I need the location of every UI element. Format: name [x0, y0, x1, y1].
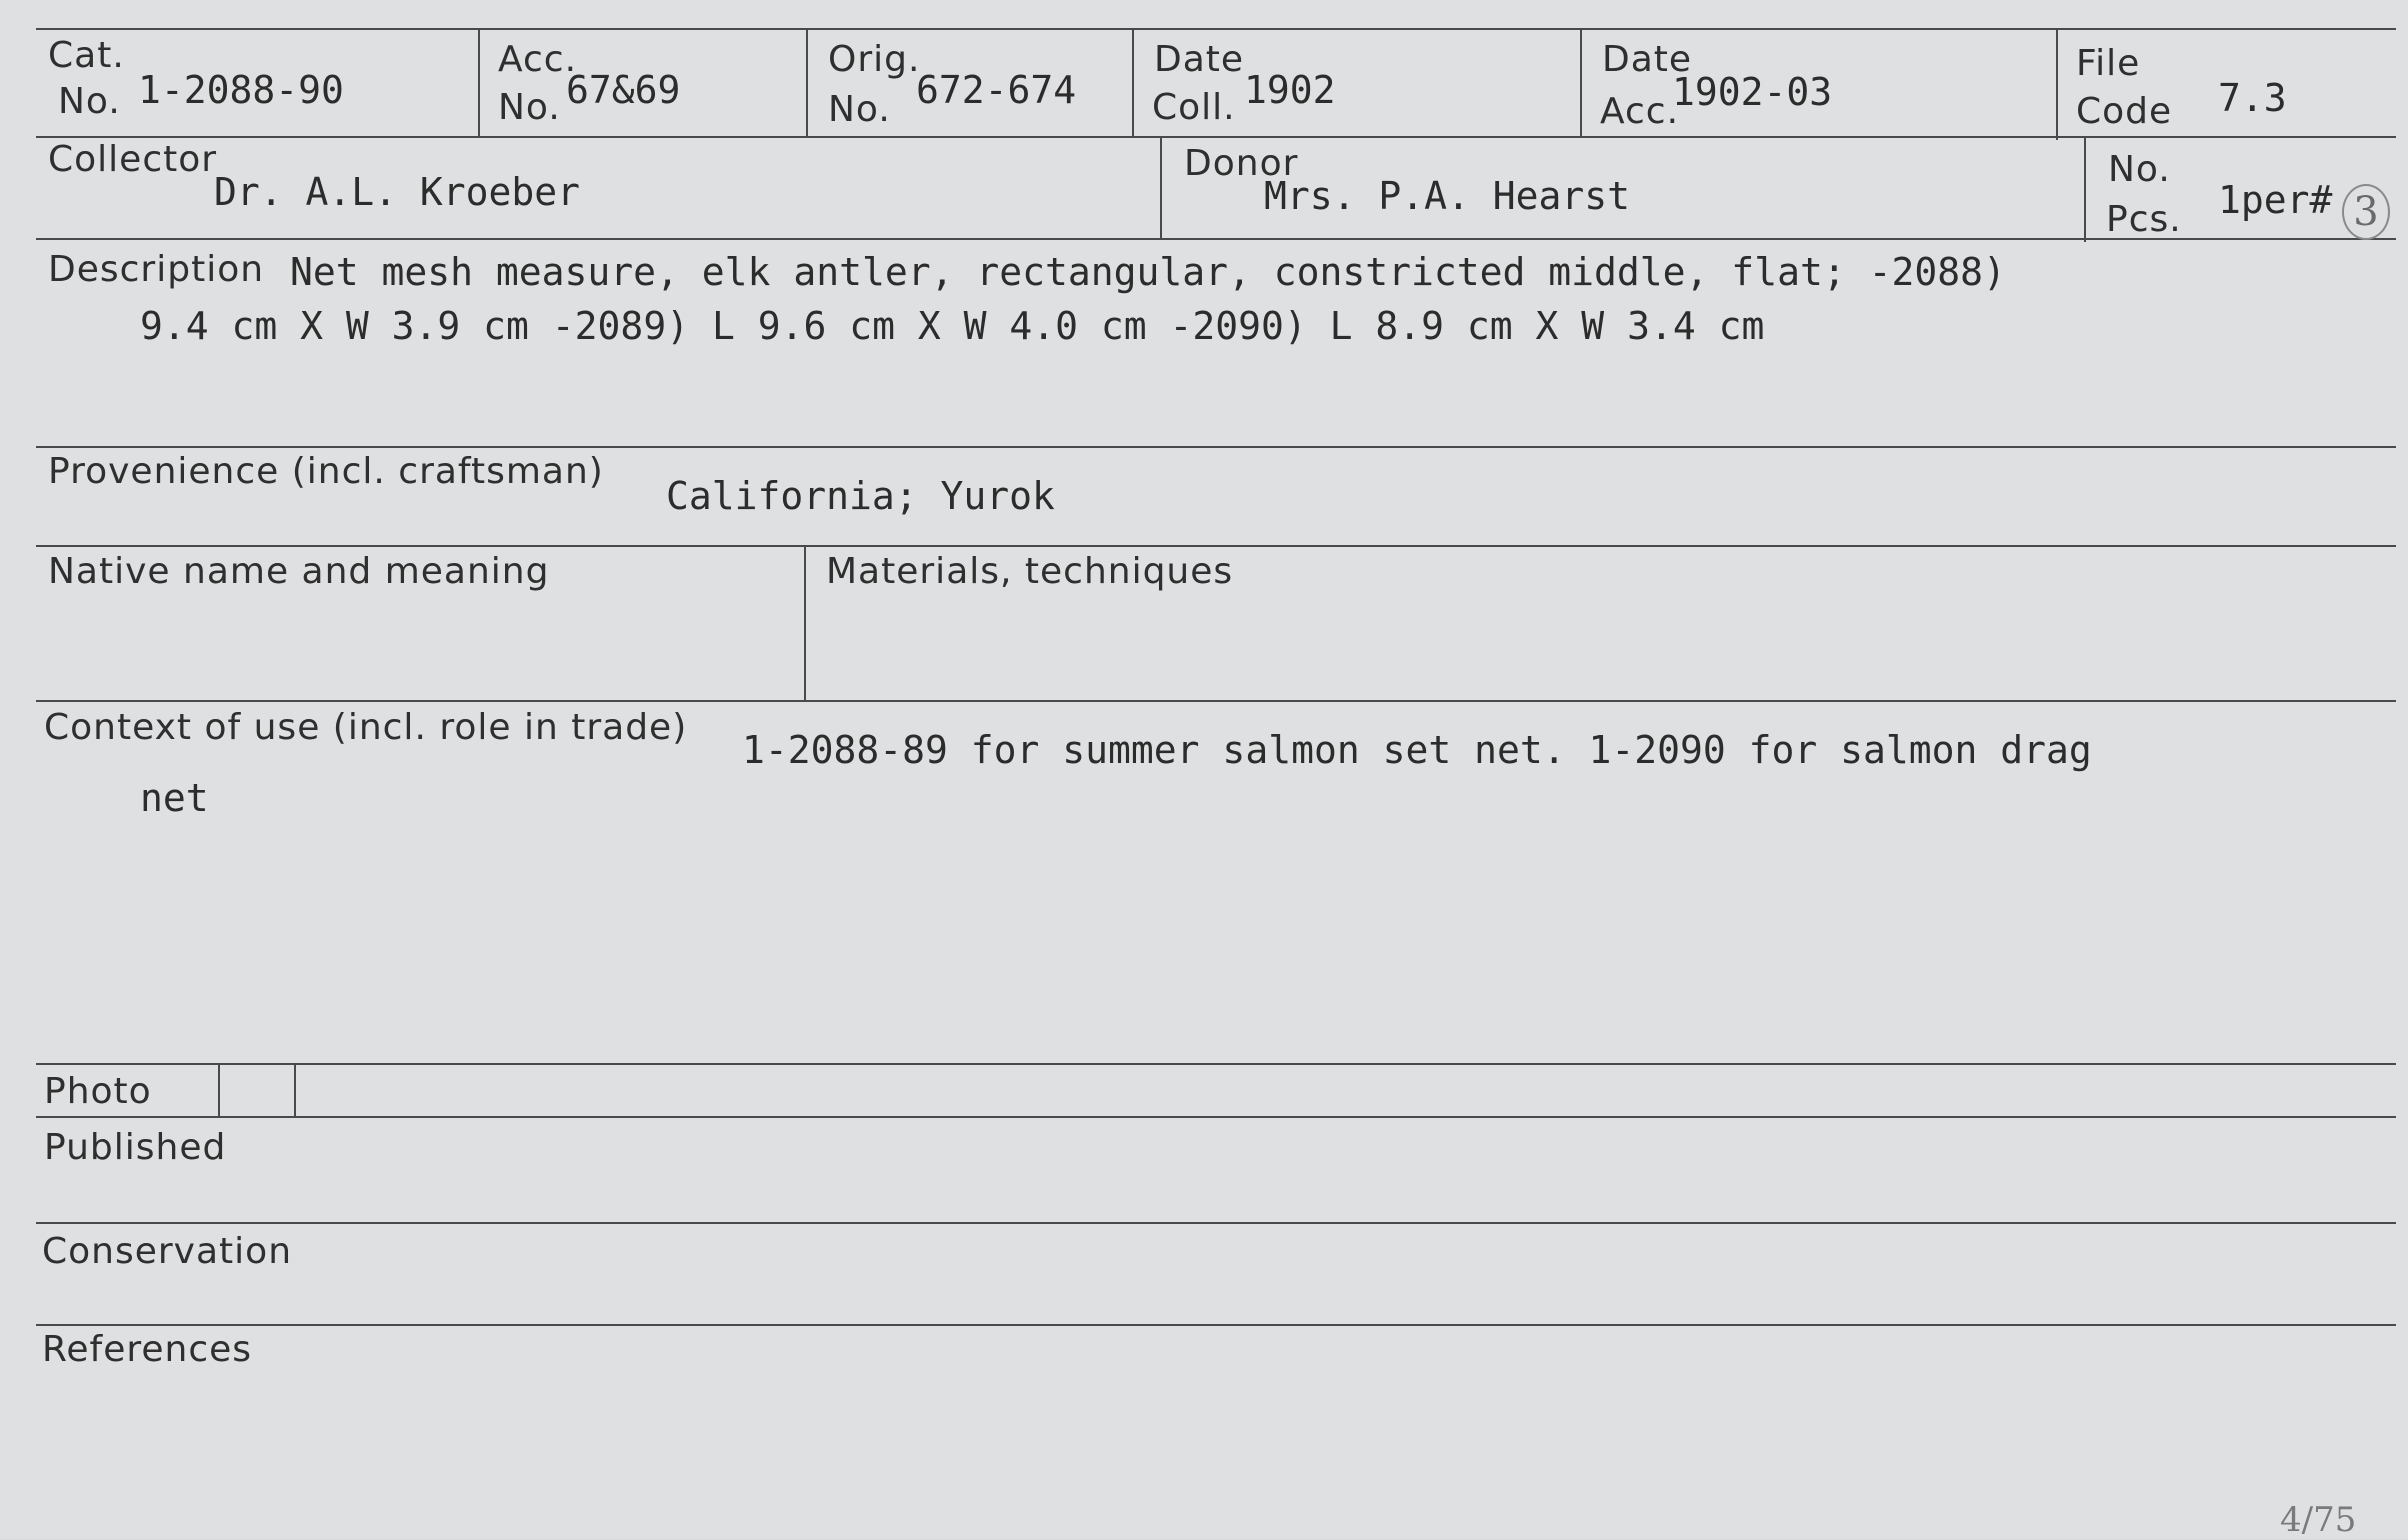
native-divider	[36, 700, 2396, 702]
orig-no-label: No.	[828, 89, 891, 130]
provenience-label: Provenience (incl. craftsman)	[48, 451, 604, 492]
footer-date-mark: 4/75	[2280, 1500, 2357, 1540]
file-label: File	[2076, 43, 2141, 84]
conservation-divider	[36, 1324, 2396, 1326]
cat-label: Cat.	[48, 35, 125, 76]
date-coll-value: 1902	[1244, 68, 1336, 112]
photo-box-right	[294, 1063, 296, 1116]
provenience-value: California; Yurok	[666, 474, 1055, 518]
published-label: Published	[44, 1127, 227, 1168]
description-line-2: 9.4 cm X W 3.9 cm -2089) L 9.6 cm X W 4.0 cm -2090) L 8.9 cm X W 3.4 cm	[140, 304, 1765, 348]
context-label: Context of use (incl. role in trade)	[44, 707, 688, 748]
context-line-1: 1-2088-89 for summer salmon set net. 1-2090 for salmon drag	[742, 728, 2092, 772]
materials-label: Materials, techniques	[826, 551, 1234, 592]
photo-box-left	[218, 1063, 220, 1116]
pcs-value: 1per#	[2218, 178, 2333, 222]
header-col-5	[2056, 28, 2058, 140]
code-label: Code	[2076, 91, 2173, 132]
acc-label: Acc.	[498, 39, 578, 80]
published-divider	[36, 1222, 2396, 1224]
context-divider	[36, 1063, 2396, 1065]
pcs-circled-count: 3	[2342, 184, 2390, 240]
orig-number: 672-674	[916, 68, 1077, 112]
file-code-value: 7.3	[2218, 76, 2287, 120]
date-acc-value: 1902-03	[1672, 70, 1833, 114]
pcs-no-label: No.	[2108, 149, 2171, 190]
row2-divider	[36, 238, 2396, 240]
context-line-2: net	[140, 776, 209, 820]
native-name-label: Native name and meaning	[48, 551, 550, 592]
acc-no-label: No.	[498, 87, 561, 128]
donor-label: Donor	[1184, 143, 1299, 184]
references-label: References	[42, 1329, 253, 1370]
provenience-divider	[36, 545, 2396, 547]
collector-value: Dr. A.L. Kroeber	[214, 170, 581, 214]
pcs-label: Pcs.	[2106, 199, 2182, 240]
header-col-2	[806, 28, 808, 136]
cat-number: 1-2088-90	[138, 68, 344, 112]
top-border	[36, 28, 2396, 30]
photo-label: Photo	[44, 1071, 152, 1112]
date-coll-label: Date	[1154, 39, 1245, 80]
description-divider	[36, 446, 2396, 448]
cat-no-label: No.	[58, 81, 121, 122]
coll-label: Coll.	[1152, 87, 1236, 128]
collector-label: Collector	[48, 139, 218, 180]
description-line-1: Net mesh measure, elk antler, rectangular, constricted middle, flat; -2088)	[290, 250, 2006, 294]
header-col-4	[1580, 28, 1582, 136]
photo-divider	[36, 1116, 2396, 1118]
acc-date-label: Acc.	[1600, 91, 1680, 132]
row2-col-1	[1160, 136, 1162, 238]
native-col	[804, 545, 806, 700]
header-col-1	[478, 28, 480, 136]
header-divider	[36, 136, 2396, 138]
acc-number: 67&69	[566, 68, 681, 112]
header-col-3	[1132, 28, 1134, 136]
row2-col-2	[2084, 136, 2086, 242]
date-acc-label: Date	[1602, 39, 1693, 80]
orig-label: Orig.	[828, 39, 921, 80]
conservation-label: Conservation	[42, 1231, 293, 1272]
donor-value: Mrs. P.A. Hearst	[1264, 174, 1631, 218]
description-label: Description	[48, 249, 265, 290]
